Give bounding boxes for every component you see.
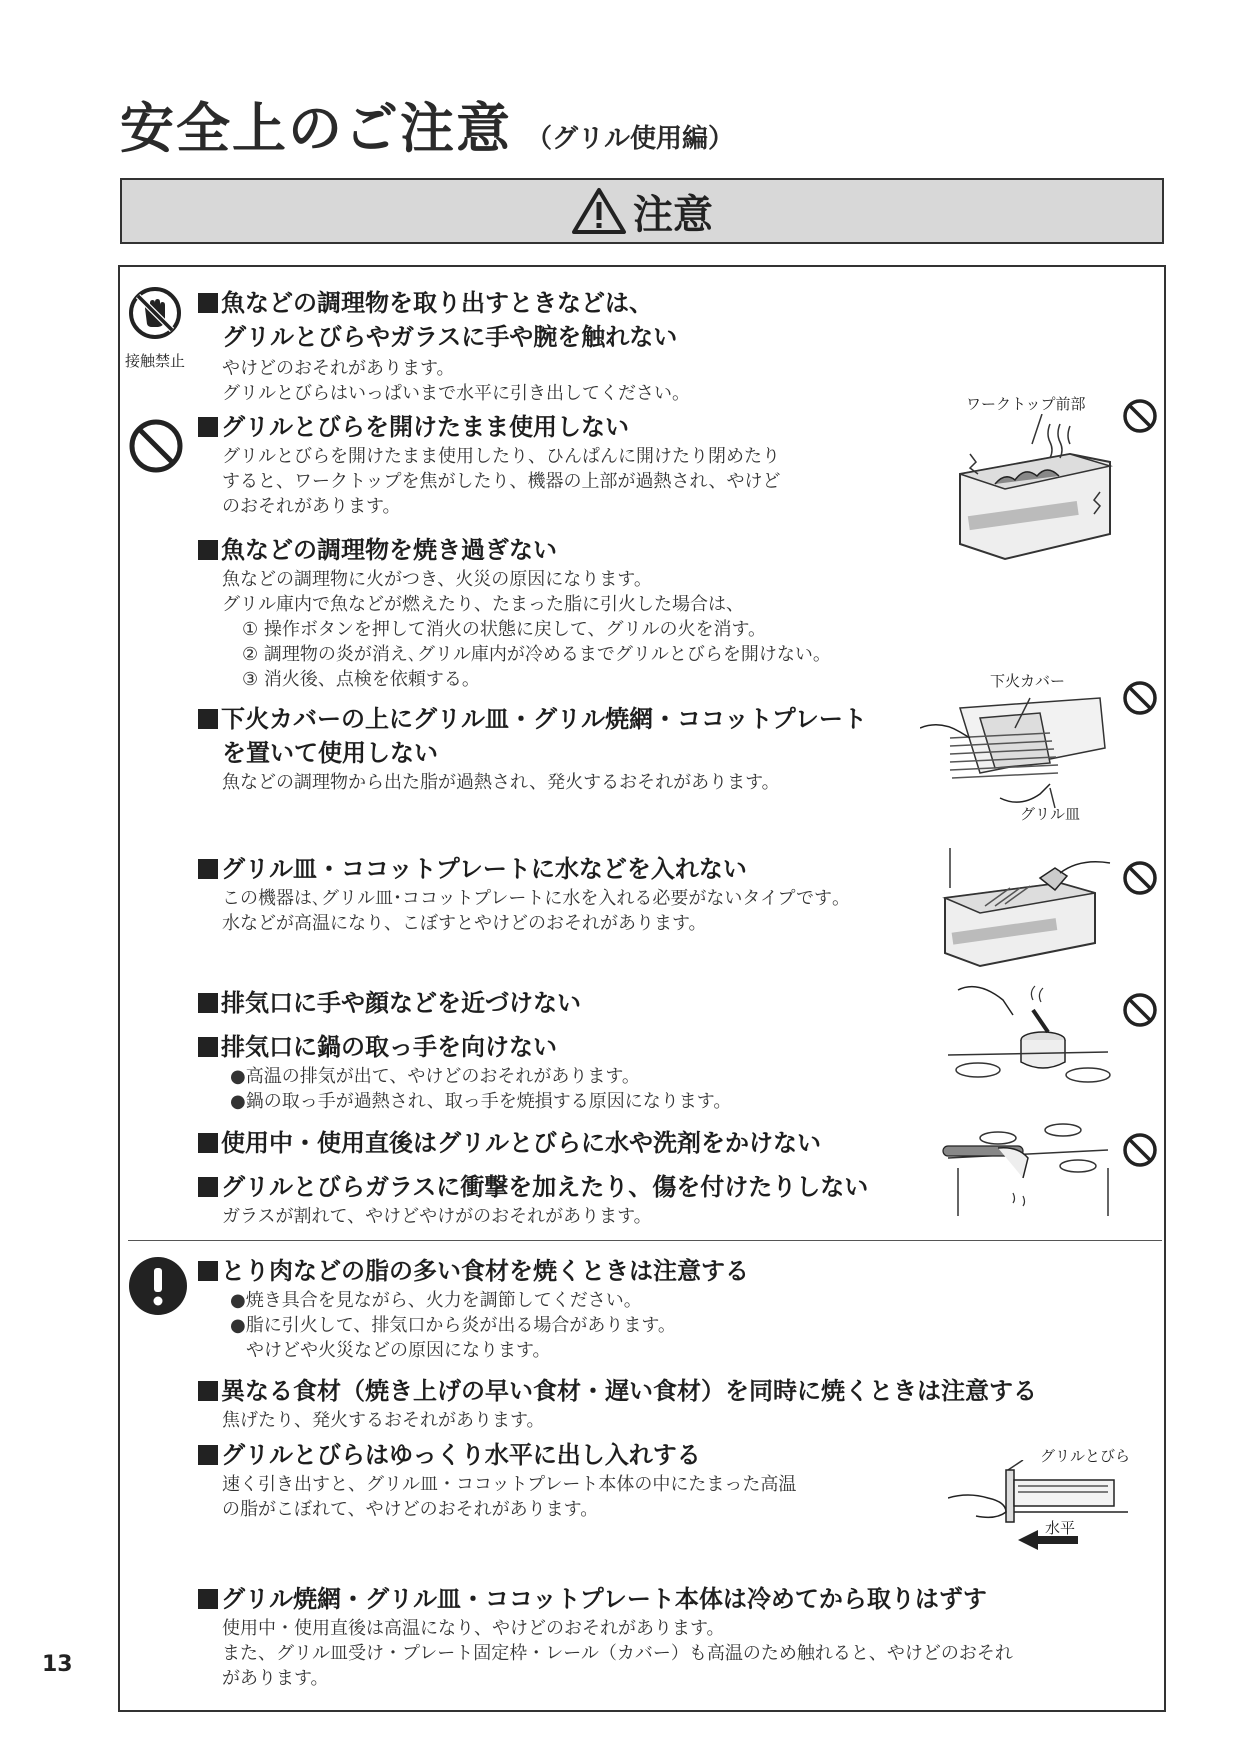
item-body <box>198 1064 918 1114</box>
bullet-cont: やけどや火災などの原因になります。 <box>246 1340 551 1361</box>
grill-pan-water-illustration <box>940 848 1120 968</box>
lower-fire-cover-illustration <box>920 688 1110 818</box>
item-heading: 魚などの調理物を取り出すときなどは、 <box>198 286 918 320</box>
item-heading-cont: を置いて使用しない <box>222 739 438 767</box>
item-heading: グリルとびらを開けたまま使用しない <box>198 410 918 444</box>
bullet: ●鍋の取っ手が過熱され、取っ手を焼損する原因になります。 <box>230 1091 732 1112</box>
item-body <box>198 1288 918 1363</box>
bullet: ●高温の排気が出て、やけどのおそれがあります。 <box>230 1066 640 1087</box>
item-body: グリルとびらを開けたまま使用したり、ひんぱんに開けたり閉めたり すると、ワークトップを焦がしたり、機器の上部が過熱され、やけど のおそれがあります。 <box>222 446 781 517</box>
caution-item-10 <box>198 1254 918 1363</box>
caution-item-6 <box>198 986 918 1020</box>
grill-door-label: グリルとびら <box>1040 1447 1131 1465</box>
item-body: 魚などの調理物から出た脂が過熱され、発火するおそれがあります。 <box>222 772 780 793</box>
caution-item-12 <box>198 1438 918 1522</box>
grill-door-open-illustration <box>950 414 1118 564</box>
exhaust-pot-illustration <box>938 980 1118 1090</box>
item-heading: とり肉などの脂の多い食材を焼くときは注意する <box>198 1254 918 1288</box>
prohibited-small-icon <box>1122 680 1158 716</box>
caution-item-8 <box>198 1126 918 1160</box>
step-1: ① 操作ボタンを押して消火の状態に戻して、グリルの火を消す。 <box>242 619 767 640</box>
grill-pan-label: グリル皿 <box>1020 805 1081 823</box>
item-heading: 使用中・使用直後はグリルとびらに水や洗剤をかけない <box>198 1126 918 1160</box>
item-heading: グリルとびらガラスに衝撃を加えたり、傷を付けたりしない <box>198 1170 918 1204</box>
bullet: ●脂に引火して、排気口から炎が出る場合があります。 <box>230 1315 676 1336</box>
worktop-front-label: ワークトップ前部 <box>966 395 1086 413</box>
prohibited-small-icon <box>1122 860 1158 896</box>
item-heading: 排気口に鍋の取っ手を向けない <box>198 1030 918 1064</box>
caution-item-5 <box>198 852 918 936</box>
item-body: やけどのおそれがあります。 グリルとびらはいっぱいまで水平に引き出してください。 <box>222 358 690 404</box>
prohibited-small-icon <box>1122 398 1158 434</box>
caution-item-11 <box>198 1374 1037 1433</box>
mandatory-caution-icon <box>128 1256 188 1316</box>
page-title <box>120 86 734 163</box>
page-title-sub: （グリル使用編） <box>526 124 735 154</box>
caution-item-9 <box>198 1170 918 1229</box>
grill-door-wash-illustration <box>938 1108 1118 1218</box>
caution-item-2 <box>198 410 918 519</box>
step-2: ② 調理物の炎が消え､グリル庫内が冷めるまでグリルとびらを開けない。 <box>242 644 831 665</box>
prohibited-small-icon <box>1122 992 1158 1028</box>
no-touch-icon <box>128 286 182 340</box>
no-touch-label: 接触禁止 <box>125 352 186 370</box>
caution-item-1 <box>198 286 918 406</box>
caution-item-3 <box>198 533 918 692</box>
page-title-main: 安全上のご注意 <box>120 97 512 160</box>
step-3: ③ 消火後、点検を依頼する。 <box>242 669 480 690</box>
item-body: 使用中・使用直後は高温になり、やけどのおそれがあります。 また、グリル皿受け・プレート固定枠・レール（カバー）も高温のため触れると、やけどのおそれ があります。 <box>222 1618 1013 1689</box>
item-body: 魚などの調理物に火がつき、火災の原因になります。 グリル庫内で魚などが燃えたり、たまった脂に引火した場合は、 ① 操作ボタンを押して消火の状態に戻して、グリルの火を消す。 ② 調理物の炎が消え､グリル庫内が冷めるまでグリルとびらを開けない。 ③ 消火後、点検を依頼する。 <box>198 567 918 692</box>
item-heading: 異なる食材（焼き上げの早い食材・遅い食材）を同時に焼くときは注意する <box>198 1374 918 1408</box>
prohibited-icon <box>128 418 184 474</box>
item-heading-cont: グリルとびらやガラスに手や腕を触れない <box>222 323 678 351</box>
item-body: この機器は､グリル皿･ココットプレートに水を入れる必要がないタイプです｡ 水などが高温になり、こぼすとやけどのおそれがあります。 <box>222 888 842 934</box>
item-body: 焦げたり、発火するおそれがあります。 <box>222 1410 545 1431</box>
item-heading: 排気口に手や顔などを近づけない <box>198 986 918 1020</box>
item-heading: 下火カバーの上にグリル皿・グリル焼網・ココットプレート <box>198 702 918 736</box>
item-heading: グリル焼網・グリル皿・ココットプレート本体は冷めてから取りはずす <box>198 1582 918 1616</box>
item-body: 速く引き出すと、グリル皿・ココットプレート本体の中にたまった高温 の脂がこぼれて、やけどのおそれがあります。 <box>222 1474 797 1520</box>
item-heading: 魚などの調理物を焼き過ぎない <box>198 533 918 567</box>
bullet: ●焼き具合を見ながら、火力を調節してください。 <box>230 1290 642 1311</box>
caution-banner <box>120 178 1164 244</box>
prohibited-small-icon <box>1122 1132 1158 1168</box>
caution-banner-label: 注意 <box>633 191 713 238</box>
warning-triangle-icon <box>571 187 627 235</box>
section-divider <box>128 1240 1162 1241</box>
caution-item-7 <box>198 1030 918 1114</box>
lower-fire-cover-label: 下火カバー <box>990 672 1066 690</box>
page-number: 13 <box>42 1652 73 1677</box>
item-heading: グリルとびらはゆっくり水平に出し入れする <box>198 1438 918 1472</box>
caution-item-4 <box>198 702 918 795</box>
caution-item-13 <box>198 1582 1013 1691</box>
item-heading: グリル皿・ココットプレートに水などを入れない <box>198 852 918 886</box>
horizontal-label: 水平 <box>1045 1519 1076 1537</box>
horizontal-slide-illustration <box>948 1460 1128 1556</box>
item-body: ガラスが割れて、やけどやけがのおそれがあります。 <box>222 1206 652 1227</box>
